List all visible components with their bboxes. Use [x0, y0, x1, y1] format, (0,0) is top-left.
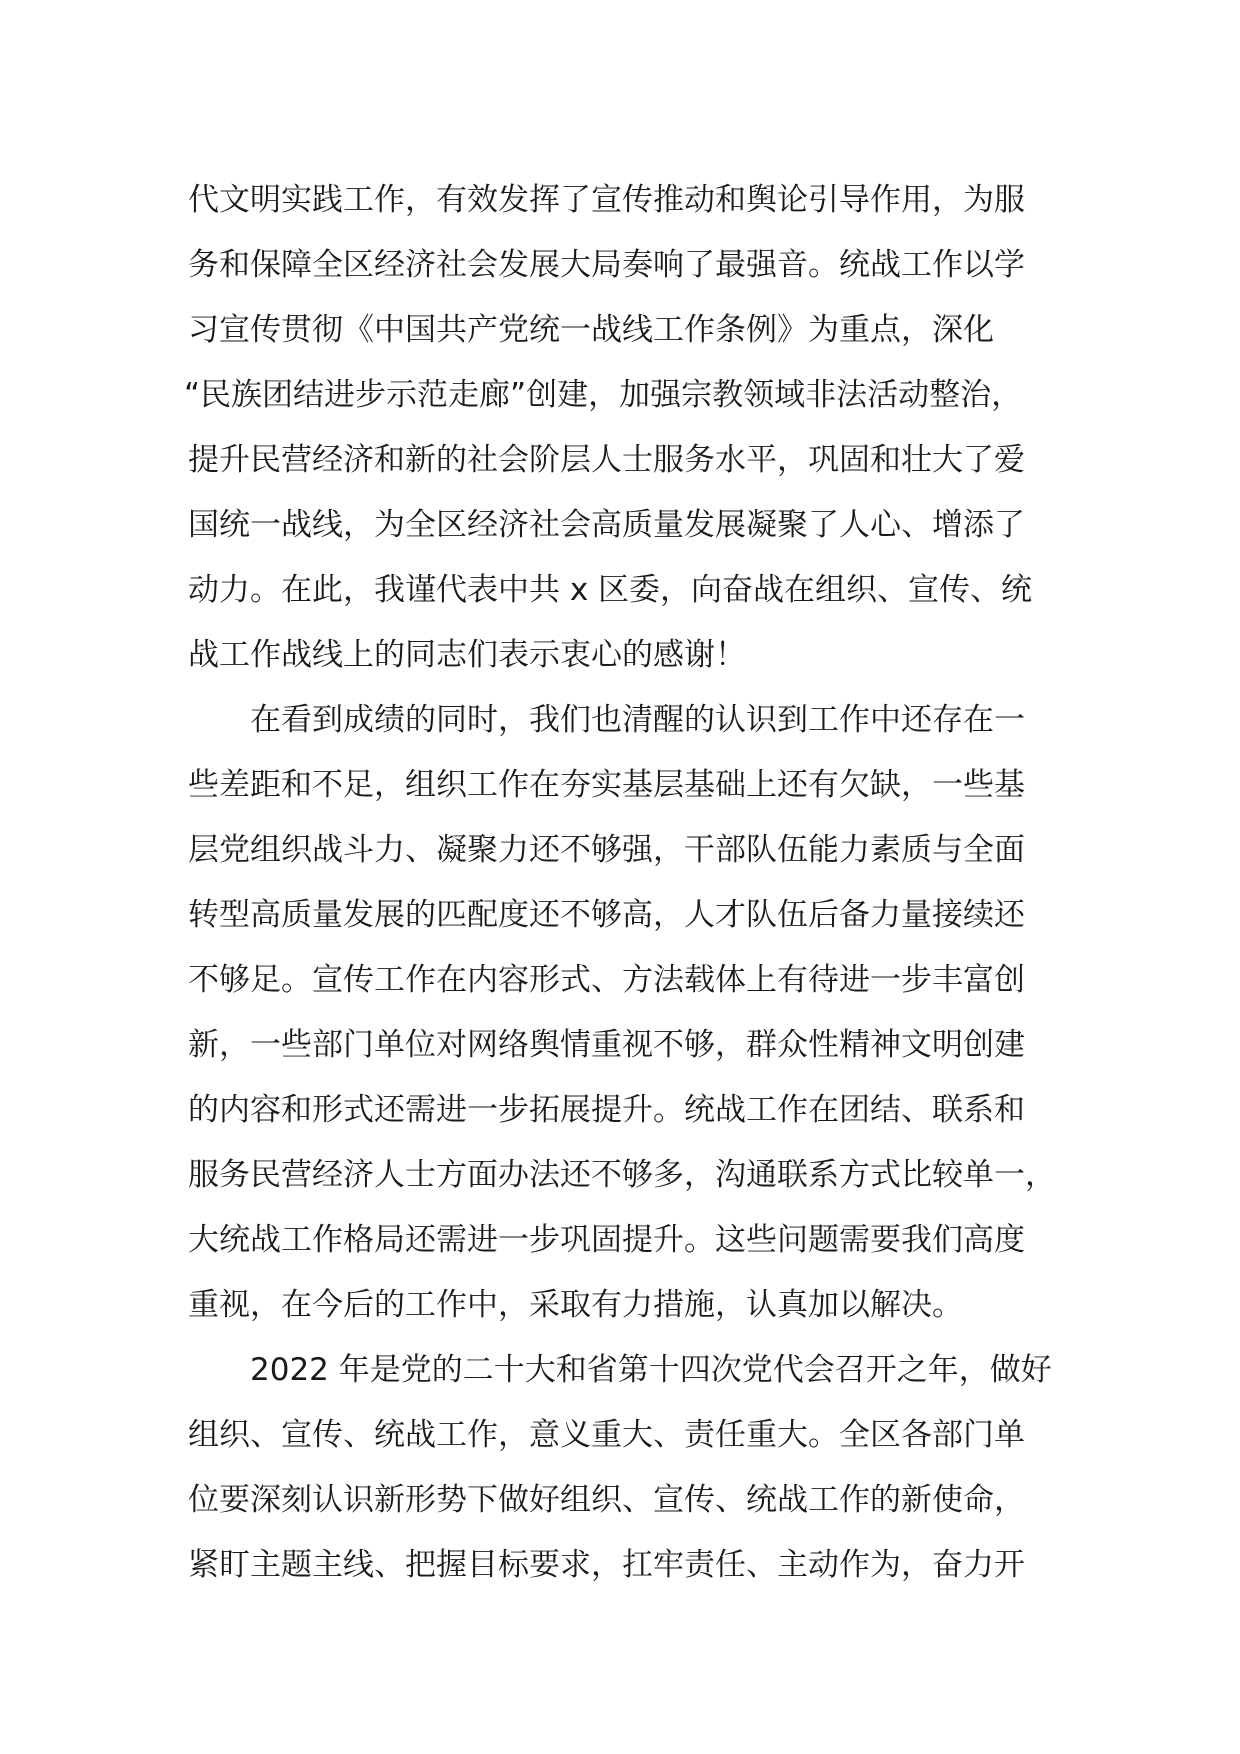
- text-line: 国统一战线，为全区经济社会高质量发展凝聚了人心、增添了: [188, 507, 1025, 543]
- text-line: 转型高质量发展的匹配度还不够高，人才队伍后备力量接续还: [188, 897, 1025, 933]
- text-line: 战工作战线上的同志们表示衷心的感谢！: [188, 637, 746, 673]
- text-line: 新，一些部门单位对网络舆情重视不够，群众性精神文明创建: [188, 1027, 1025, 1063]
- text-line: 位要深刻认识新形势下做好组织、宣传、统战工作的新使命，: [188, 1482, 1025, 1518]
- text-line: 些差距和不足，组织工作在夯实基层基础上还有欠缺，一些基: [188, 767, 1025, 803]
- text-line: 大统战工作格局还需进一步巩固提升。这些问题需要我们高度: [188, 1222, 1025, 1258]
- text-line: 动力。在此，我谨代表中共 x 区委，向奋战在组织、宣传、统: [188, 572, 1033, 608]
- body-text: [184, 168, 1068, 1598]
- text-line: 提升民营经济和新的社会阶层人士服务水平，巩固和壮大了爱: [188, 442, 1025, 478]
- text-line: 不够足。宣传工作在内容形式、方法载体上有待进一步丰富创: [188, 962, 1025, 998]
- text-line: 务和保障全区经济社会发展大局奏响了最强音。统战工作以学: [188, 247, 1025, 283]
- text-line: “民族团结进步示范走廊”创建，加强宗教领域非法活动整治，: [184, 377, 1023, 413]
- text-line: 习宣传贯彻《中国共产党统一战线工作条例》为重点，深化: [188, 312, 994, 348]
- text-line: 层党组织战斗力、凝聚力还不够强，干部队伍能力素质与全面: [188, 832, 1025, 868]
- text-line: 重视，在今后的工作中，采取有力措施，认真加以解决。: [188, 1287, 963, 1323]
- text-line: 的内容和形式还需进一步拓展提升。统战工作在团结、联系和: [188, 1092, 1025, 1128]
- paragraph-first-line: 在看到成绩的同时，我们也清醒的认识到工作中还存在一: [250, 702, 1025, 738]
- paragraph-first-line: 2022 年是党的二十大和省第十四次党代会召开之年，做好: [250, 1352, 1052, 1388]
- text-line: 组织、宣传、统战工作，意义重大、责任重大。全区各部门单: [188, 1417, 1025, 1453]
- text-line: 服务民营经济人士方面办法还不够多，沟通联系方式比较单一，: [188, 1157, 1056, 1193]
- text-line: 紧盯主题主线、把握目标要求，扛牢责任、主动作为，奋力开: [188, 1547, 1025, 1583]
- text-line: 代文明实践工作，有效发挥了宣传推动和舆论引导作用，为服: [188, 182, 1025, 218]
